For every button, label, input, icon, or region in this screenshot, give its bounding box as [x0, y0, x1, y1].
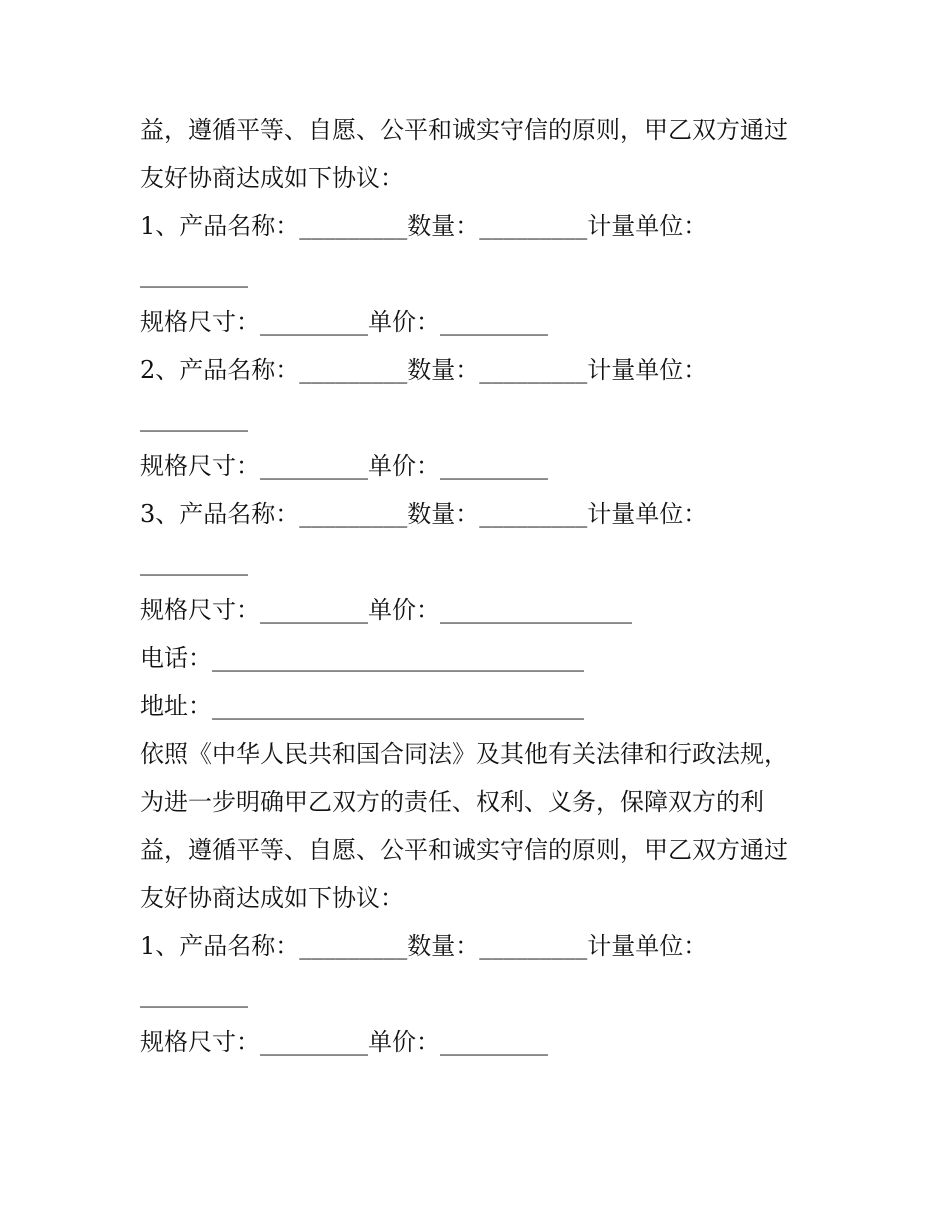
text-line: 友好协商达成如下协议： — [140, 884, 404, 912]
product-1-unit-blank: _________ — [140, 980, 248, 1008]
product-3-spec-line: 规格尺寸：_________单价：________________ — [140, 596, 632, 624]
product-2-line: 2、产品名称：_________数量：_________计量单位： — [140, 356, 708, 384]
product-3-line: 3、产品名称：_________数量：_________计量单位： — [140, 500, 708, 528]
phone-line: 电话：_______________________________ — [140, 644, 584, 672]
product-3-unit-blank: _________ — [140, 548, 248, 576]
text-line: 为进一步明确甲乙双方的责任、权利、义务，保障双方的利 — [140, 788, 764, 816]
text-line: 益，遵循平等、自愿、公平和诚实守信的原则，甲乙双方通过 — [140, 836, 788, 864]
text-line: 友好协商达成如下协议： — [140, 164, 404, 192]
product-1-unit-blank: _________ — [140, 260, 248, 288]
product-1-spec-line: 规格尺寸：_________单价：_________ — [140, 1028, 548, 1056]
product-2-spec-line: 规格尺寸：_________单价：_________ — [140, 452, 548, 480]
product-2-unit-blank: _________ — [140, 404, 248, 432]
text-line: 益，遵循平等、自愿、公平和诚实守信的原则，甲乙双方通过 — [140, 116, 788, 144]
address-line: 地址：_______________________________ — [140, 692, 584, 720]
product-1-line: 1、产品名称：_________数量：_________计量单位： — [140, 212, 708, 240]
document-body — [140, 106, 830, 1066]
product-1-spec-line: 规格尺寸：_________单价：_________ — [140, 308, 548, 336]
product-1-line: 1、产品名称：_________数量：_________计量单位： — [140, 932, 708, 960]
text-line: 依照《中华人民共和国合同法》及其他有关法律和行政法规， — [140, 740, 788, 768]
